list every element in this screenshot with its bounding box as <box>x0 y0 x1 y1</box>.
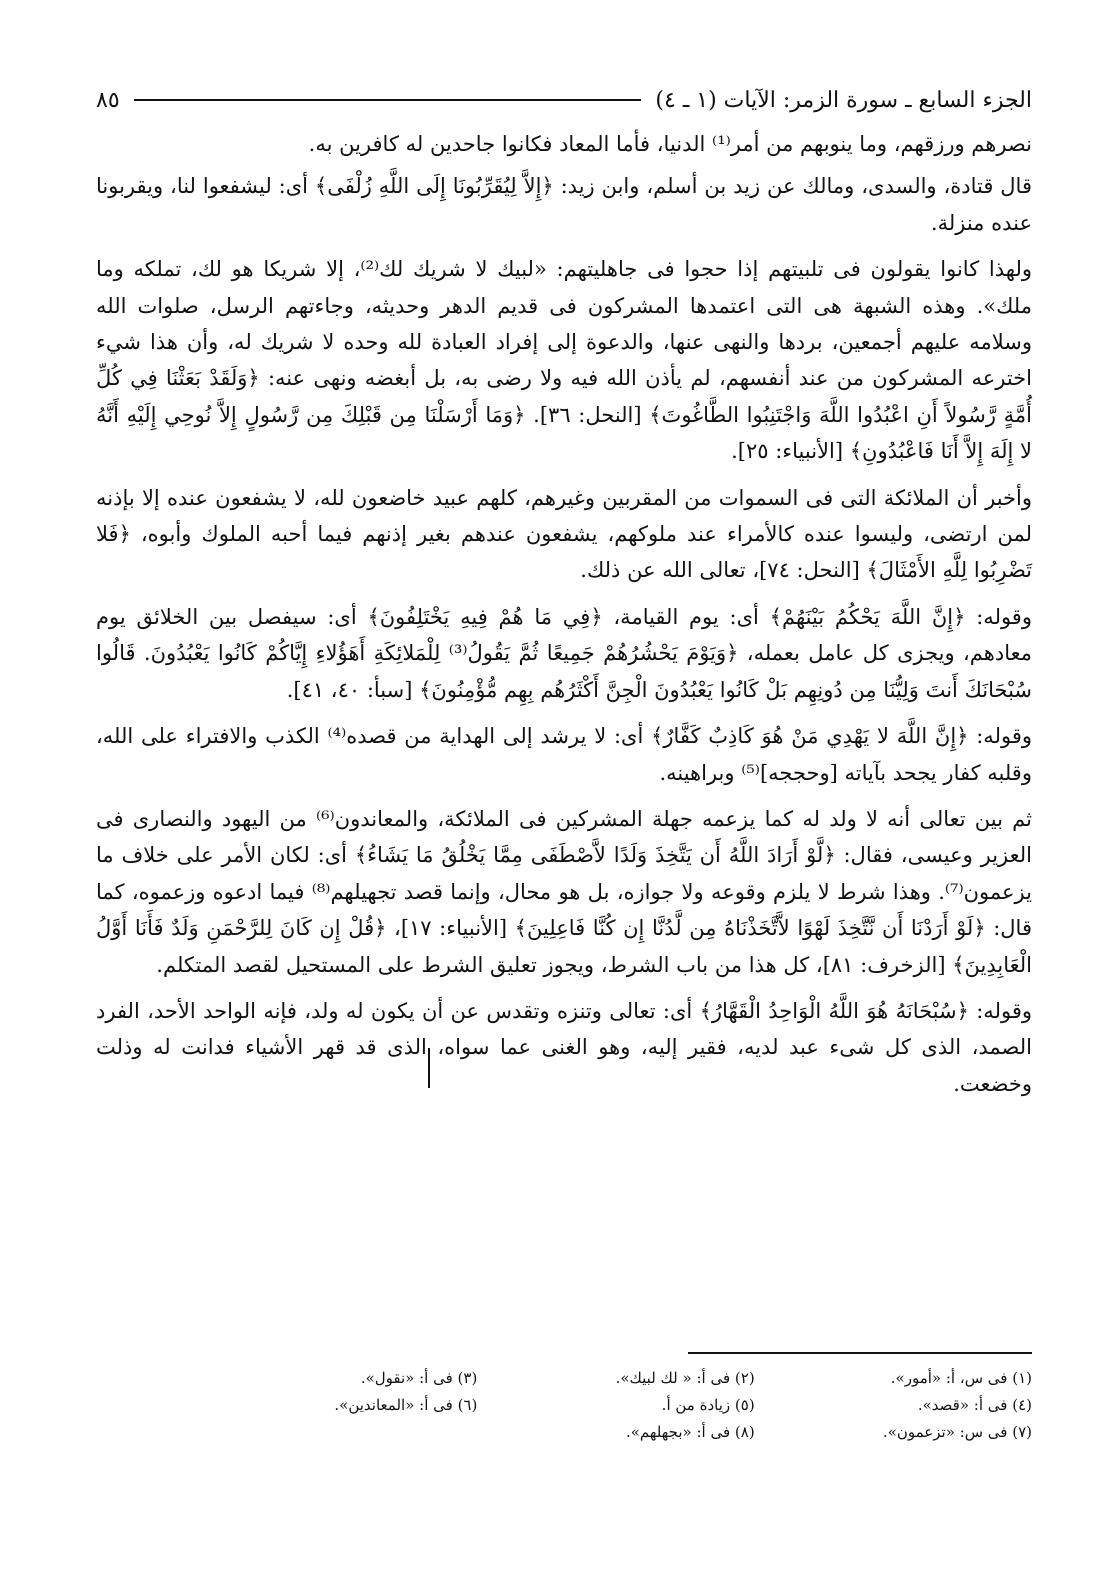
footnote: (٣) فى أ: «نقول». <box>360 1369 478 1387</box>
margin-mark <box>428 1048 430 1088</box>
footnote: (١) فى س، أ: «أمور». <box>890 1369 1032 1387</box>
paragraph: وأخبر أن الملائكة التى فى السموات من المقربين وغيرهم، كلهم عبيد خاضعون لله، لا يشفعون عنده إلا بإذنه لمن ارتضى، وليسوا عنده كالأمراء عند ملوكهم، يشفعون عندهم بغير إذنهم فيما أحبه الملوك وأبوه، ﴿فَلا تَضْرِبُوا لِلَّهِ الأَمْثَالَ﴾ [النحل: ٧٤]، تعالى الله عن ذلك. <box>96 485 1032 583</box>
footnotes <box>200 1366 1032 1444</box>
paragraph: وقوله: ﴿إِنَّ اللَّهَ لا يَهْدِي مَنْ هُوَ كَاذِبٌ كَفَّارٌ﴾ أى: لا يرشد إلى الهداية من قصده⁽⁴⁾ الكذب والافتراء على الله، وقلبه كفار يجحد بآياته [وحججه]⁽⁵⁾ وبراهينه. <box>96 724 1032 785</box>
paragraph: ولهذا كانوا يقولون فى تلبيتهم إذا حجوا فى جاهليتهم: «لبيك لا شريك لك⁽²⁾، إلا شريكا هو لك، تملكه وما ملك». وهذه الشبهة هى التى اعتمدها المشركون فى قديم الدهر وحديثه، وجاءتهم الرسل، صلوات الله وسلامه عليهم أجمعين، بردها والنهى عنها، والدعوة إلى إفراد العبادة لله وحده لا شريك له، وأن هذا شيء اخترعه المشركون من عند أنفسهم، لم يأذن الله فيه ولا رضى به، بل أبغضه ونهى عنه: ﴿وَلَقَدْ بَعَثْنَا فِي كُلِّ أُمَّةٍ رَّسُولاً أَنِ اعْبُدُوا اللَّهَ وَاجْتَنِبُوا الطَّاغُوتَ﴾ [النحل: ٣٦]. ﴿وَمَا أَرْسَلْنَا مِن قَبْلِكَ مِن رَّسُولٍ إِلاَّ نُوحِي إِلَيْهِ أَنَّهُ لا إِلَهَ إِلاَّ أَنَا فَاعْبُدُونِ﴾ [الأنبياء: ٢٥]. <box>96 257 1033 464</box>
running-header <box>96 80 1032 120</box>
footnote-rule <box>688 1352 1032 1354</box>
body-text <box>96 126 1032 1102</box>
page-number: ٨٥ <box>96 87 120 113</box>
paragraph: وقوله: ﴿سُبْحَانَهُ هُوَ اللَّهُ الْوَاحِدُ الْقَهَّارُ﴾ أى: تعالى وتنزه وتقدس عن أن يكون له ولد، فإنه الواحد الأحد، الفرد الصمد، الذى كل شىء عبد لديه، فقير إليه، وهو الغنى عما سواه، الذى قد قهر الأشياء فدانت له وذلت وخضعت. <box>96 998 1032 1096</box>
footnote: (٤) فى أ: «قصد». <box>917 1396 1032 1414</box>
paragraph: نصرهم ورزقهم، وما ينوبهم من أمر⁽¹⁾ الدنيا، فأما المعاد فكانوا جاحدين له كافرين به. <box>308 132 1032 156</box>
footnote: (٢) فى أ: « لك لبيك». <box>615 1369 755 1387</box>
footnote: (٦) فى أ: «المعاندين». <box>334 1396 478 1414</box>
footnote: (٨) فى أ: «بجهلهم». <box>625 1423 755 1441</box>
page <box>96 80 1032 1112</box>
footnote: (٧) فى س: «تزعمون». <box>882 1423 1032 1441</box>
footnote: (٥) زيادة من أ. <box>661 1396 755 1414</box>
header-rule <box>134 99 642 101</box>
paragraph: قال قتادة، والسدى، ومالك عن زيد بن أسلم، وابن زيد: ﴿إِلاَّ لِيُقَرِّبُونَا إِلَى اللَّهِ زُلْفَى﴾ أى: ليشفعوا لنا، ويقربونا عنده منزلة. <box>96 174 1032 235</box>
paragraph: ثم بين تعالى أنه لا ولد له كما يزعمه جهلة المشركين فى الملائكة، والمعاندون⁽⁶⁾ من اليهود والنصارى فى العزير وعيسى، فقال: ﴿لَّوْ أَرَادَ اللَّهُ أَن يَتَّخِذَ وَلَدًا لاَّصْطَفَى مِمَّا يَخْلُقُ مَا يَشَاءُ﴾ أى: لكان الأمر على خلاف ما يزعمون⁽⁷⁾. وهذا شرط لا يلزم وقوعه ولا جوازه، بل هو محال، وإنما قصد تجهيلهم⁽⁸⁾ فيما ادعوه وزعموه، كما قال: ﴿لَوْ أَرَدْنَا أَن نَّتَّخِذَ لَهْوًا لاَّتَّخَذْنَاهُ مِن لَّدُنَّا إِن كُنَّا فَاعِلِينَ﴾ [الأنبياء: ١٧]، ﴿قُلْ إِن كَانَ لِلرَّحْمَنِ وَلَدٌ فَأَنَا أَوَّلُ الْعَابِدِينَ﴾ [الزخرف: ٨١]، كل هذا من باب الشرط، ويجوز تعليق الشرط على المستحيل لقصد المتكلم. <box>96 806 1032 977</box>
header-title: الجزء السابع ـ سورة الزمر: الآيات (١ ـ ٤) <box>655 87 1032 113</box>
paragraph: وقوله: ﴿إِنَّ اللَّهَ يَحْكُمُ بَيْنَهُمْ﴾ أى: يوم القيامة، ﴿فِي مَا هُمْ فِيهِ يَخْتَلِفُونَ﴾ أى: سيفصل بين الخلائق يوم معادهم، ويجزى كل عامل بعمله، ﴿وَيَوْمَ يَحْشُرُهُمْ جَمِيعًا ثُمَّ يَقُولُ⁽³⁾ لِلْمَلائِكَةِ أَهَؤُلاءِ إِيَّاكُمْ كَانُوا يَعْبُدُونَ. قَالُوا سُبْحَانَكَ أَنتَ وَلِيُّنَا مِن دُونِهِم بَلْ كَانُوا يَعْبُدُونَ الْجِنَّ أَكْثَرُهُم بِهِم مُّؤْمِنُونَ﴾ [سبأ: ٤٠، ٤١]. <box>96 604 1032 702</box>
